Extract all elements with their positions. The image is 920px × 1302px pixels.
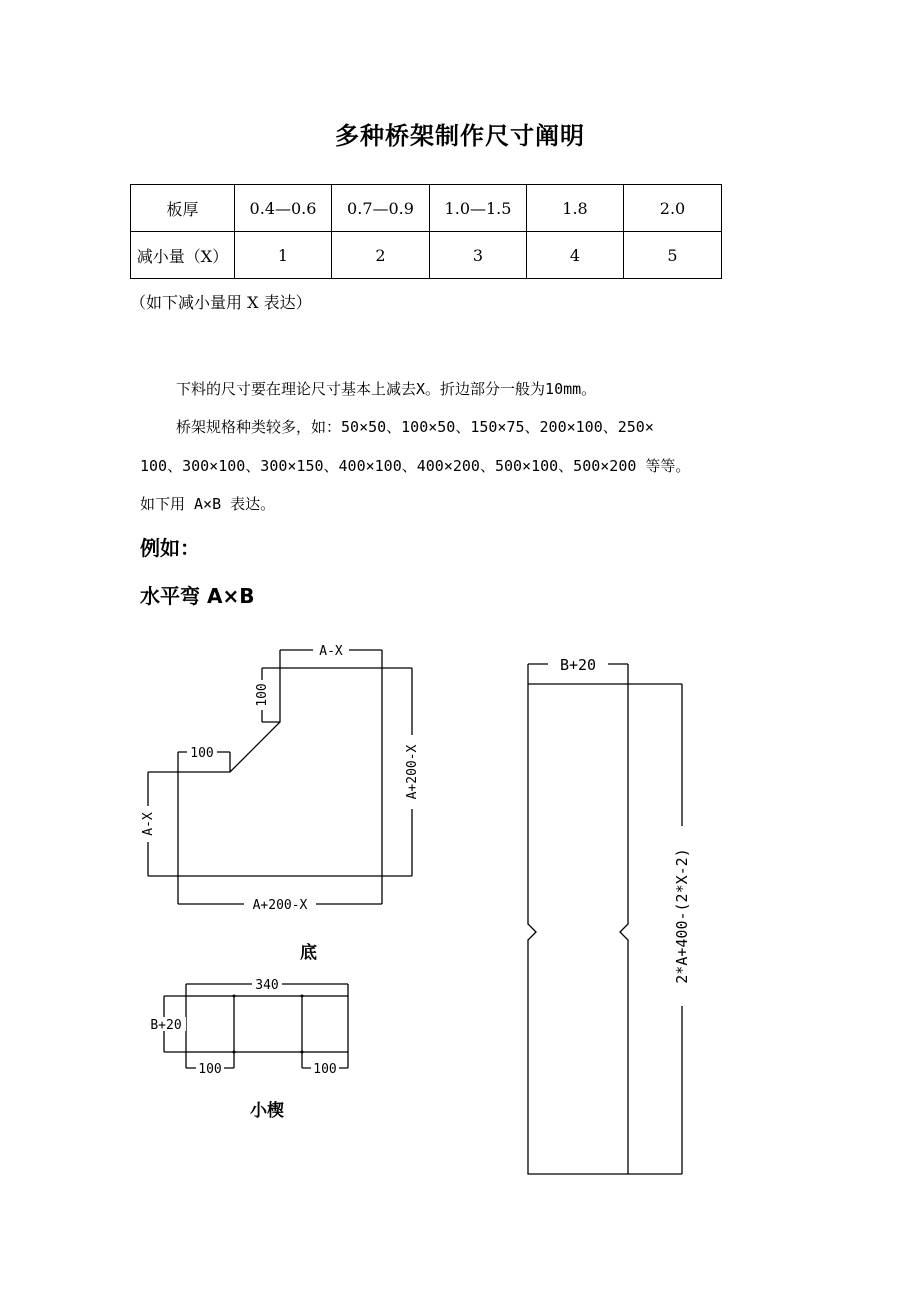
table-cell: 5 (624, 232, 722, 279)
dim-label-wedge-340: 340 (255, 978, 279, 993)
table-cell: 3 (430, 232, 527, 279)
dim-label-left-100: 100 (255, 683, 270, 707)
table-cell: 0.4—0.6 (235, 185, 332, 232)
table-note: （如下减小量用 X 表达） (130, 293, 312, 312)
dim-label-wedge-100-right: 100 (313, 1062, 337, 1077)
table-cell: 板厚 (131, 185, 235, 232)
table-cell: 1.8 (527, 185, 624, 232)
dim-label-wedge-100-left: 100 (198, 1062, 222, 1077)
bottom-plate-outline (178, 668, 382, 876)
table-cell: 2.0 (624, 185, 722, 232)
table-cell: 减小量（X） (131, 232, 235, 279)
table-cell: 0.7—0.9 (332, 185, 430, 232)
table-cell: 1.0—1.5 (430, 185, 527, 232)
dim-label-mid-100: 100 (190, 746, 214, 761)
paragraph-cut-size: 下料的尺寸要在理论尺寸基本上减去X。折边部分一般为10mm。 (176, 380, 597, 398)
dim-label-wedge-b20: B+20 (150, 1018, 182, 1033)
dim-label-right-a200x: A+200-X (405, 744, 420, 800)
heading-horizontal-bend: 水平弯 A×B (140, 584, 255, 608)
heading-example: 例如： (140, 536, 200, 560)
dim-label-bottom-a200x: A+200-X (252, 898, 308, 913)
page-title: 多种桥架制作尺寸阐明 (335, 122, 585, 150)
dim-label-left-ax: A-X (141, 812, 156, 836)
dim-label-side-length: 2*A+400-(2*X-2) (673, 848, 691, 984)
caption-bottom: 底 (300, 943, 317, 963)
paragraph-specs-line2: 100、300×100、300×150、400×100、400×200、500×100、500×200 等等。 (140, 457, 691, 475)
dim-label-side-b20: B+20 (559, 656, 597, 674)
dim-label-top-ax: A-X (319, 644, 343, 659)
table-cell: 2 (332, 232, 430, 279)
paragraph-specs-line1: 桥架规格种类较多，如：50×50、100×50、150×75、200×100、250× (176, 418, 654, 436)
paragraph-notation: 如下用 A×B 表达。 (140, 495, 276, 513)
table-cell: 4 (527, 232, 624, 279)
caption-wedge: 小楔 (250, 1101, 284, 1121)
table-cell: 1 (235, 232, 332, 279)
side-plate-outline (528, 684, 628, 1174)
wedge-outline (186, 996, 348, 1052)
